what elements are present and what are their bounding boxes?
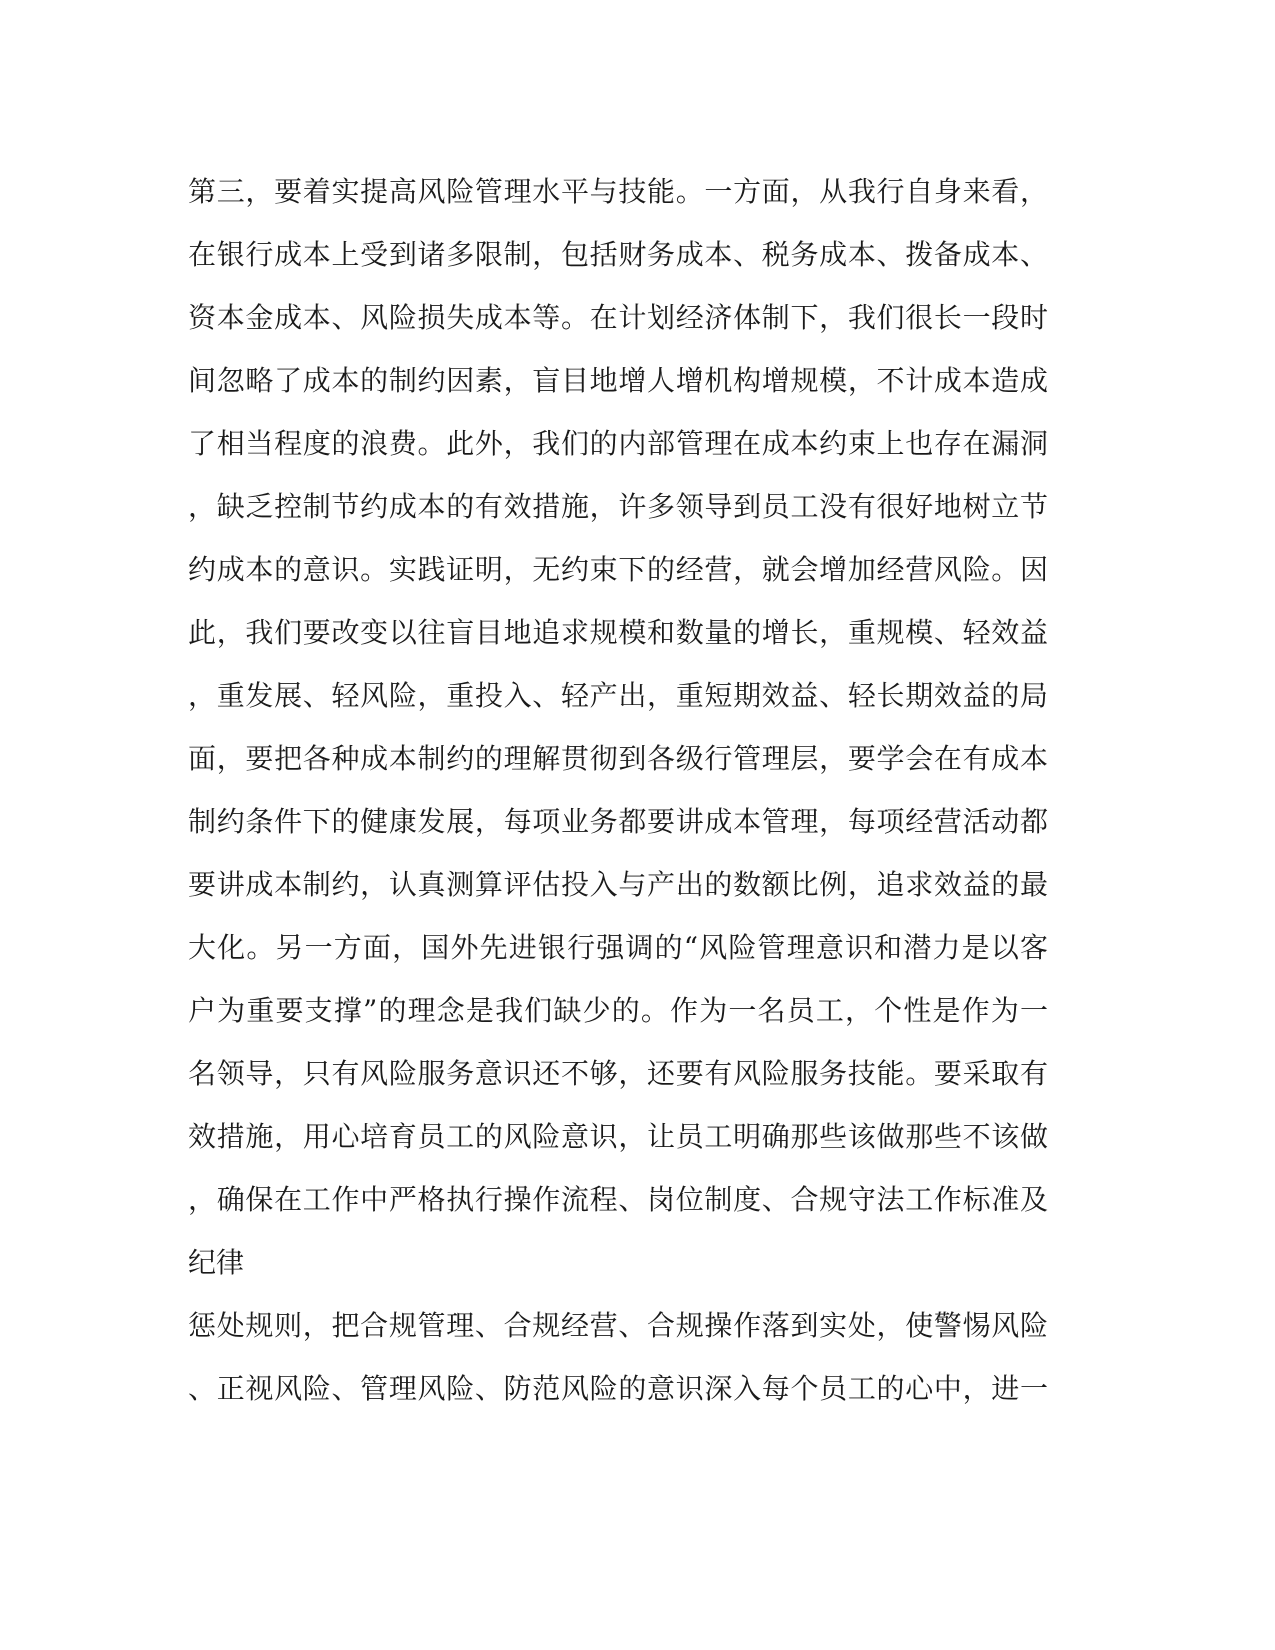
text-line: 户为重要支撑”的理念是我们缺少的。作为一名员工，个性是作为一 [188,994,1048,1027]
text-line: ，重发展、轻风险，重投入、轻产出，重短期效益、轻长期效益的局 [188,679,1048,712]
text-line: 间忽略了成本的制约因素，盲目地增人增机构增规模，不计成本造成 [188,364,1048,397]
text-line: 纪律 [188,1246,245,1279]
text-line: 面，要把各种成本制约的理解贯彻到各级行管理层，要学会在有成本 [188,742,1048,775]
text-line: 此，我们要改变以往盲目地追求规模和数量的增长，重规模、轻效益 [188,616,1048,649]
text-line: 要讲成本制约，认真测算评估投入与产出的数额比例，追求效益的最 [188,868,1048,901]
text-line: 约成本的意识。实践证明，无约束下的经营，就会增加经营风险。因 [188,553,1048,586]
text-line: 名领导，只有风险服务意识还不够，还要有风险服务技能。要采取有 [188,1057,1048,1090]
text-line: 效措施，用心培育员工的风险意识，让员工明确那些该做那些不该做 [188,1120,1048,1153]
text-line: 了相当程度的浪费。此外，我们的内部管理在成本约束上也存在漏洞 [188,427,1048,460]
text-line: 、正视风险、管理风险、防范风险的意识深入每个员工的心中，进一 [188,1372,1048,1405]
text-line: 制约条件下的健康发展，每项业务都要讲成本管理，每项经营活动都 [188,805,1048,838]
text-line: ，确保在工作中严格执行操作流程、岗位制度、合规守法工作标准及 [188,1183,1048,1216]
text-line: ，缺乏控制节约成本的有效措施，许多领导到员工没有很好地树立节 [188,490,1048,523]
text-line: 大化。另一方面，国外先进银行强调的“风险管理意识和潜力是以客 [188,931,1048,964]
text-line: 第三，要着实提高风险管理水平与技能。一方面，从我行自身来看， [188,175,1048,208]
text-line: 惩处规则，把合规管理、合规经营、合规操作落到实处，使警惕风险 [188,1309,1048,1342]
text-line: 在银行成本上受到诸多限制，包括财务成本、税务成本、拨备成本、 [188,238,1048,271]
body-text [188,160,1048,1420]
text-line: 资本金成本、风险损失成本等。在计划经济体制下，我们很长一段时 [188,301,1048,334]
